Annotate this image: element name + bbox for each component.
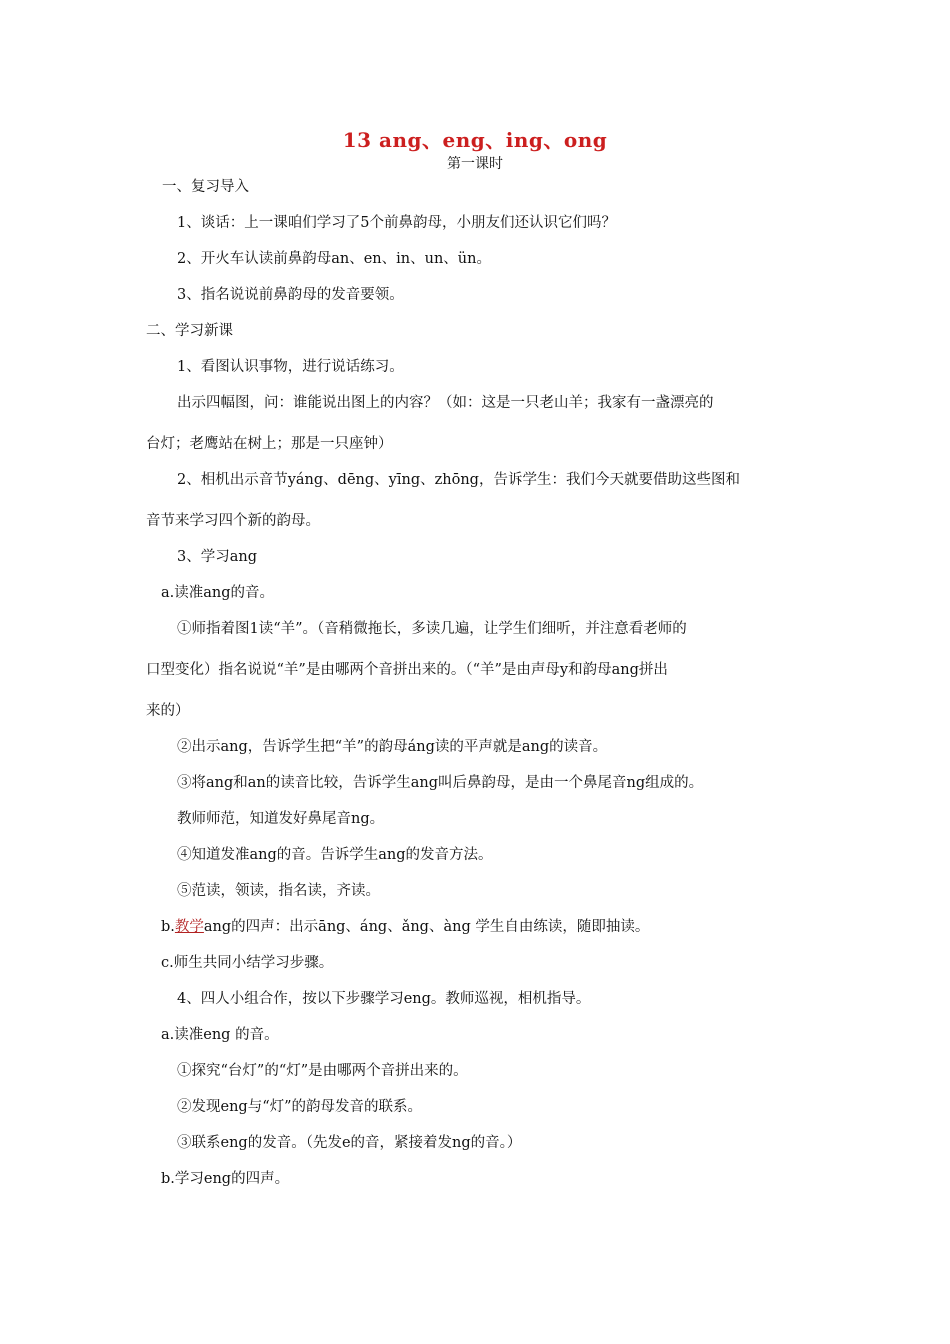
paragraph: 教师师范，知道发好鼻尾音ng。: [177, 811, 385, 827]
lesson-subtitle: 第一课时: [447, 156, 503, 172]
paragraph: 出示四幅图，问：谁能说出图上的内容？（如：这是一只老山羊；我家有一盏漂亮的: [177, 395, 714, 411]
paragraph: ②出示ang，告诉学生把“羊”的韵母áng读的平声就是ang的读音。: [177, 739, 608, 755]
paragraph: 口型变化）指名说说“羊”是由哪两个音拼出来的。（“羊”是由声母y和韵母ang拼出: [146, 662, 668, 678]
paragraph: ②发现eng与“灯”的韵母发音的联系。: [177, 1099, 423, 1115]
lesson-title: 13 ang、eng、ing、ong: [342, 128, 608, 152]
section-heading-new-lesson: 二、学习新课: [146, 323, 233, 339]
paragraph: 来的）: [146, 703, 190, 719]
paragraph: a.读准eng 的音。: [161, 1027, 279, 1043]
paragraph: ③将ang和an的读音比较，告诉学生ang叫后鼻韵母，是由一个鼻尾音ng组成的。: [177, 775, 704, 791]
paragraph: ③联系eng的发音。（先发e的音，紧接着发ng的音。）: [177, 1135, 522, 1151]
paragraph: 4、四人小组合作，按以下步骤学习eng。教师巡视，相机指导。: [177, 991, 591, 1007]
paragraph: [161, 917, 649, 937]
paragraph: ④知道发准ang的音。告诉学生ang的发音方法。: [177, 847, 493, 863]
paragraph: ①探究“台灯”的“灯”是由哪两个音拼出来的。: [177, 1063, 468, 1079]
paragraph: 1、看图认识事物，进行说话练习。: [177, 359, 404, 375]
paragraph: ⑤范读，领读，指名读，齐读。: [177, 883, 380, 899]
paragraph: c.师生共同小结学习步骤。: [161, 955, 334, 971]
paragraph: b.学习eng的四声。: [161, 1171, 290, 1187]
paragraph: 3、学习ang: [177, 549, 257, 565]
line-prefix: b.: [161, 919, 175, 935]
teaching-link[interactable]: 教学: [174, 919, 204, 935]
paragraph: a.读准ang的音。: [161, 585, 275, 601]
paragraph: 1、谈话：上一课咱们学习了5个前鼻韵母，小朋友们还认识它们吗？: [177, 215, 616, 231]
line-rest: ang的四声：出示āng、áng、ǎng、àng 学生自由练读，随即抽读。: [203, 919, 650, 935]
paragraph: 台灯；老鹰站在树上；那是一只座钟）: [146, 436, 393, 452]
paragraph: 音节来学习四个新的韵母。: [146, 513, 320, 529]
paragraph: 2、开火车认读前鼻韵母an、en、in、un、ün。: [177, 251, 491, 267]
paragraph: 3、指名说说前鼻韵母的发音要领。: [177, 287, 404, 303]
paragraph: 2、相机出示音节yáng、dēng、yīng、zhōng，告诉学生：我们今天就要借助这些图和: [177, 472, 740, 488]
paragraph: ①师指着图1读“羊”。（音稍微拖长，多读几遍，让学生们细听，并注意看老师的: [177, 621, 687, 637]
section-heading-review: 一、复习导入: [162, 179, 249, 195]
